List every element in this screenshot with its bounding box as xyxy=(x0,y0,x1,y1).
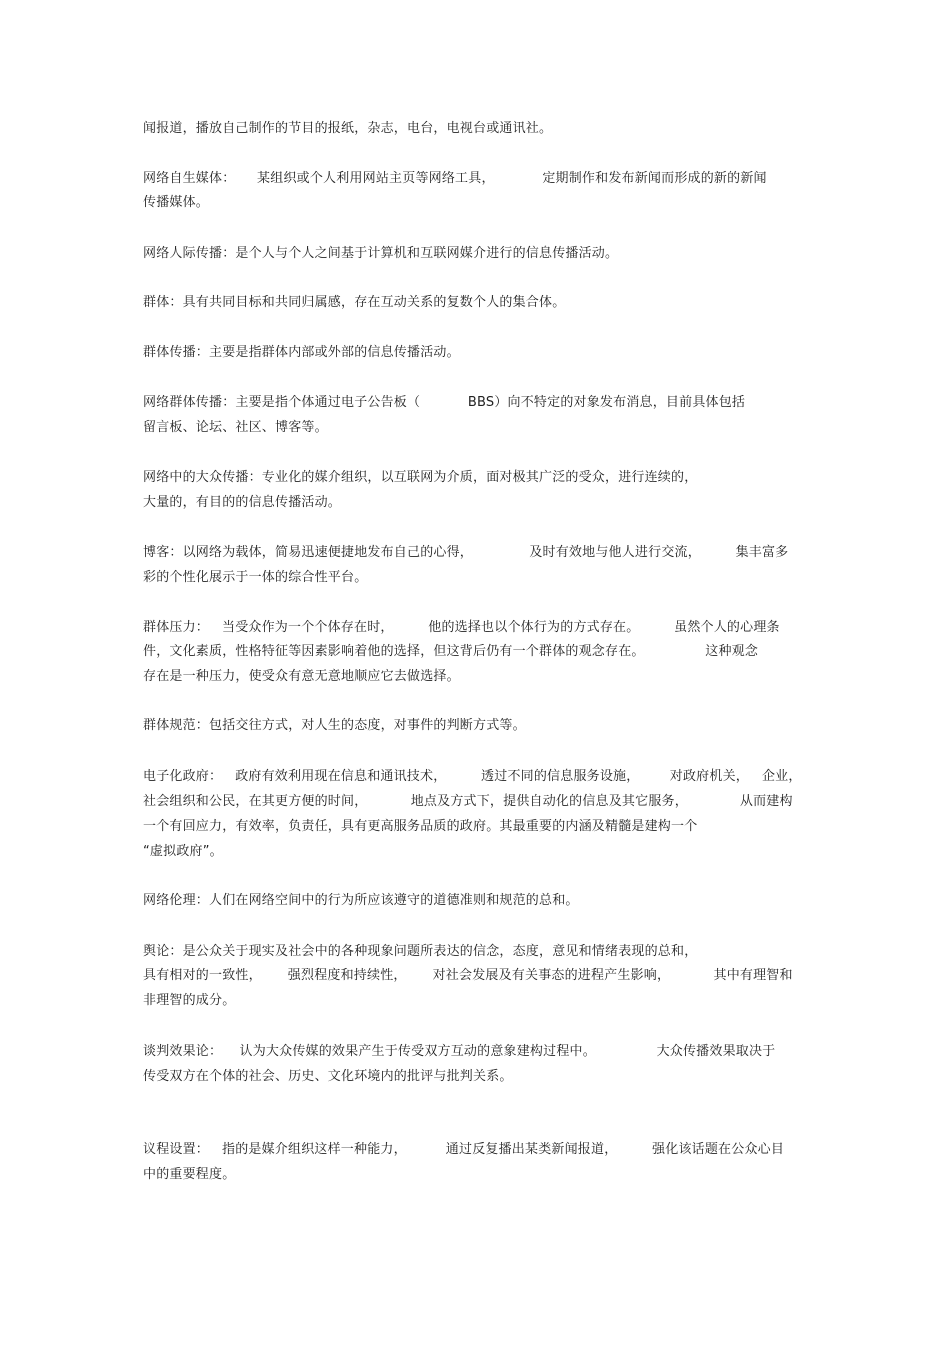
text-line: 社会组织和公民，在其更方便的时间， 地点及方式下，提供自动化的信息及其它服务， 从而建构 xyxy=(143,794,793,809)
text-line: 一个有回应力，有效率，负责任，具有更高服务品质的政府。其最重要的内涵及精髓是建构一个 xyxy=(143,819,698,834)
text-line: 网络人际传播：是个人与个人之间基于计算机和互联网媒介进行的信息传播活动。 xyxy=(143,246,619,261)
text-line: 网络中的大众传播：专业化的媒介组织，以互联网为介质，面对极其广泛的受众，进行连续的， xyxy=(143,470,698,485)
text-line: “虚拟政府”。 xyxy=(143,844,223,859)
text-line: 存在是一种压力，使受众有意无意地顺应它去做选择。 xyxy=(143,669,460,684)
text-line: 大量的，有目的的信息传播活动。 xyxy=(143,495,342,510)
text-line: 群体规范：包括交往方式，对人生的态度，对事件的判断方式等。 xyxy=(143,718,526,733)
text-line: 网络伦理：人们在网络空间中的行为所应该遵守的道德准则和规范的总和。 xyxy=(143,893,579,908)
text-line: 具有相对的一致性， 强烈程度和持续性， 对社会发展及有关事态的进程产生影响， 其中有理智和 xyxy=(143,968,793,983)
text-line: 中的重要程度。 xyxy=(143,1167,236,1182)
text-line: 博客：以网络为载体，简易迅速便捷地发布自己的心得， 及时有效地与他人进行交流， 集丰富多 xyxy=(143,545,789,560)
text-line: 网络自生媒体： 某组织或个人利用网站主页等网络工具， 定期制作和发布新闻而形成的新的新闻 xyxy=(143,171,767,186)
text-line: 闻报道，播放自己制作的节目的报纸，杂志，电台，电视台或通讯社。 xyxy=(143,121,553,136)
text-line: 网络群体传播：主要是指个体通过电子公告板（ BBS）向不特定的对象发布消息，目前具体包括 xyxy=(143,395,746,410)
text-line: 彩的个性化展示于一体的综合性平台。 xyxy=(143,570,368,585)
text-line: 群体传播：主要是指群体内部或外部的信息传播活动。 xyxy=(143,345,460,360)
text-line: 谈判效果论： 认为大众传媒的效果产生于传受双方互动的意象建构过程中。 大众传播效果取决于 xyxy=(143,1044,776,1059)
text-line: 非理智的成分。 xyxy=(143,993,236,1008)
text-line: 电子化政府： 政府有效利用现在信息和通讯技术， 透过不同的信息服务设施， 对政府机关， 企业， xyxy=(143,769,802,784)
text-line: 群体：具有共同目标和共同归属感，存在互动关系的复数个人的集合体。 xyxy=(143,295,566,310)
text-line: 传受双方在个体的社会、历史、文化环境内的批评与批判关系。 xyxy=(143,1069,513,1084)
text-line: 留言板、论坛、社区、博客等。 xyxy=(143,420,328,435)
text-line: 议程设置： 指的是媒介组织这样一种能力， 通过反复播出某类新闻报道， 强化该话题在公众心目 xyxy=(143,1142,785,1157)
text-line: 群体压力： 当受众作为一个个体存在时， 他的选择也以个体行为的方式存在。 虽然个人的心理条 xyxy=(143,620,780,635)
text-line: 传播媒体。 xyxy=(143,195,210,210)
text-line: 件，文化素质，性格特征等因素影响着他的选择，但这背后仍有一个群体的观念存在。 这种观念 xyxy=(143,644,759,659)
text-line: 舆论：是公众关于现实及社会中的各种现象问题所表达的信念，态度，意见和情绪表现的总和， xyxy=(143,944,698,959)
